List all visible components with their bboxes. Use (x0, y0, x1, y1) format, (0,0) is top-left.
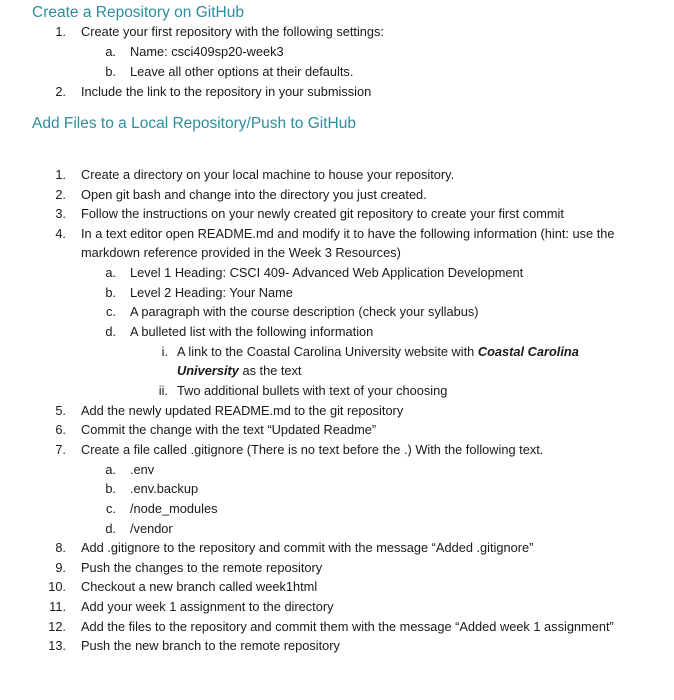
list-text: .env (130, 462, 155, 477)
list-text (177, 342, 579, 361)
list-letter: b. (105, 64, 116, 79)
link-text-bold: University (177, 363, 239, 378)
list-number: 13. (48, 638, 66, 653)
list-text: A paragraph with the course description (check your syllabus) (130, 304, 479, 319)
list-number: 1. (55, 167, 66, 182)
list-text: A bulleted list with the following information (130, 324, 374, 339)
list-letter: b. (105, 285, 116, 300)
list-letter: a. (105, 265, 116, 280)
list-text: Add your week 1 assignment to the directory (81, 599, 334, 614)
list-text: /vendor (130, 521, 173, 536)
list-number: 10. (48, 579, 66, 594)
list-text: Two additional bullets with text of your choosing (177, 383, 448, 398)
list-text: Name: csci409sp20-week3 (130, 44, 284, 59)
list-text: markdown reference provided in the Week 3 Resources) (81, 245, 401, 260)
list-text-plain: as the text (238, 363, 302, 378)
list-letter: b. (105, 481, 116, 496)
section-heading-create-repository: Create a Repository on GitHub (32, 4, 244, 21)
list-letter: c. (106, 501, 116, 516)
list-roman: ii. (158, 383, 168, 398)
list-text (177, 361, 302, 380)
list-text: Add the newly updated README.md to the git repository (81, 403, 404, 418)
list-text: In a text editor open README.md and modify it to have the following information (hint: use the (81, 226, 615, 241)
list-text: Commit the change with the text “Updated Readme” (81, 422, 377, 437)
list-number: 3. (55, 206, 66, 221)
list-text: Create your first repository with the following settings: (81, 24, 384, 39)
list-number: 2. (55, 187, 66, 202)
list-text: Push the new branch to the remote repository (81, 638, 340, 653)
list-number: 4. (55, 226, 66, 241)
list-text: Level 1 Heading: CSCI 409- Advanced Web Application Development (130, 265, 524, 280)
list-text: .env.backup (130, 481, 199, 496)
list-number: 12. (48, 619, 66, 634)
list-text: Add .gitignore to the repository and commit with the message “Added .gitignore” (81, 540, 534, 555)
list-text: /node_modules (130, 501, 218, 516)
section-heading-add-files: Add Files to a Local Repository/Push to GitHub (32, 115, 356, 132)
list-number: 6. (55, 422, 66, 437)
list-text: Create a directory on your local machine to house your repository. (81, 167, 455, 182)
list-text: Create a file called .gitignore (There is no text before the .) With the following text. (81, 442, 544, 457)
list-number: 9. (55, 560, 66, 575)
list-number: 2. (55, 84, 66, 99)
list-roman: i. (161, 344, 168, 359)
list-number: 11. (49, 599, 66, 614)
list-number: 1. (55, 24, 66, 39)
list-number: 5. (55, 403, 66, 418)
list-text: Follow the instructions on your newly created git repository to create your first commit (81, 206, 564, 221)
list-text-plain: A link to the Coastal Carolina University website with (177, 344, 478, 359)
list-number: 7. (55, 442, 66, 457)
list-letter: c. (106, 304, 116, 319)
list-letter: d. (105, 521, 116, 536)
list-text: Checkout a new branch called week1html (81, 579, 318, 594)
list-text: Include the link to the repository in your submission (81, 84, 372, 99)
list-text: Push the changes to the remote repository (81, 560, 323, 575)
list-letter: a. (105, 462, 116, 477)
list-number: 8. (55, 540, 66, 555)
list-letter: d. (105, 324, 116, 339)
list-letter: a. (105, 44, 116, 59)
list-text: Leave all other options at their defaults. (130, 64, 354, 79)
list-text: Level 2 Heading: Your Name (130, 285, 293, 300)
list-text: Open git bash and change into the directory you just created. (81, 187, 427, 202)
link-text-bold: Coastal Carolina (477, 344, 579, 359)
list-text: Add the files to the repository and commit them with the message “Added week 1 assignment” (81, 619, 614, 634)
